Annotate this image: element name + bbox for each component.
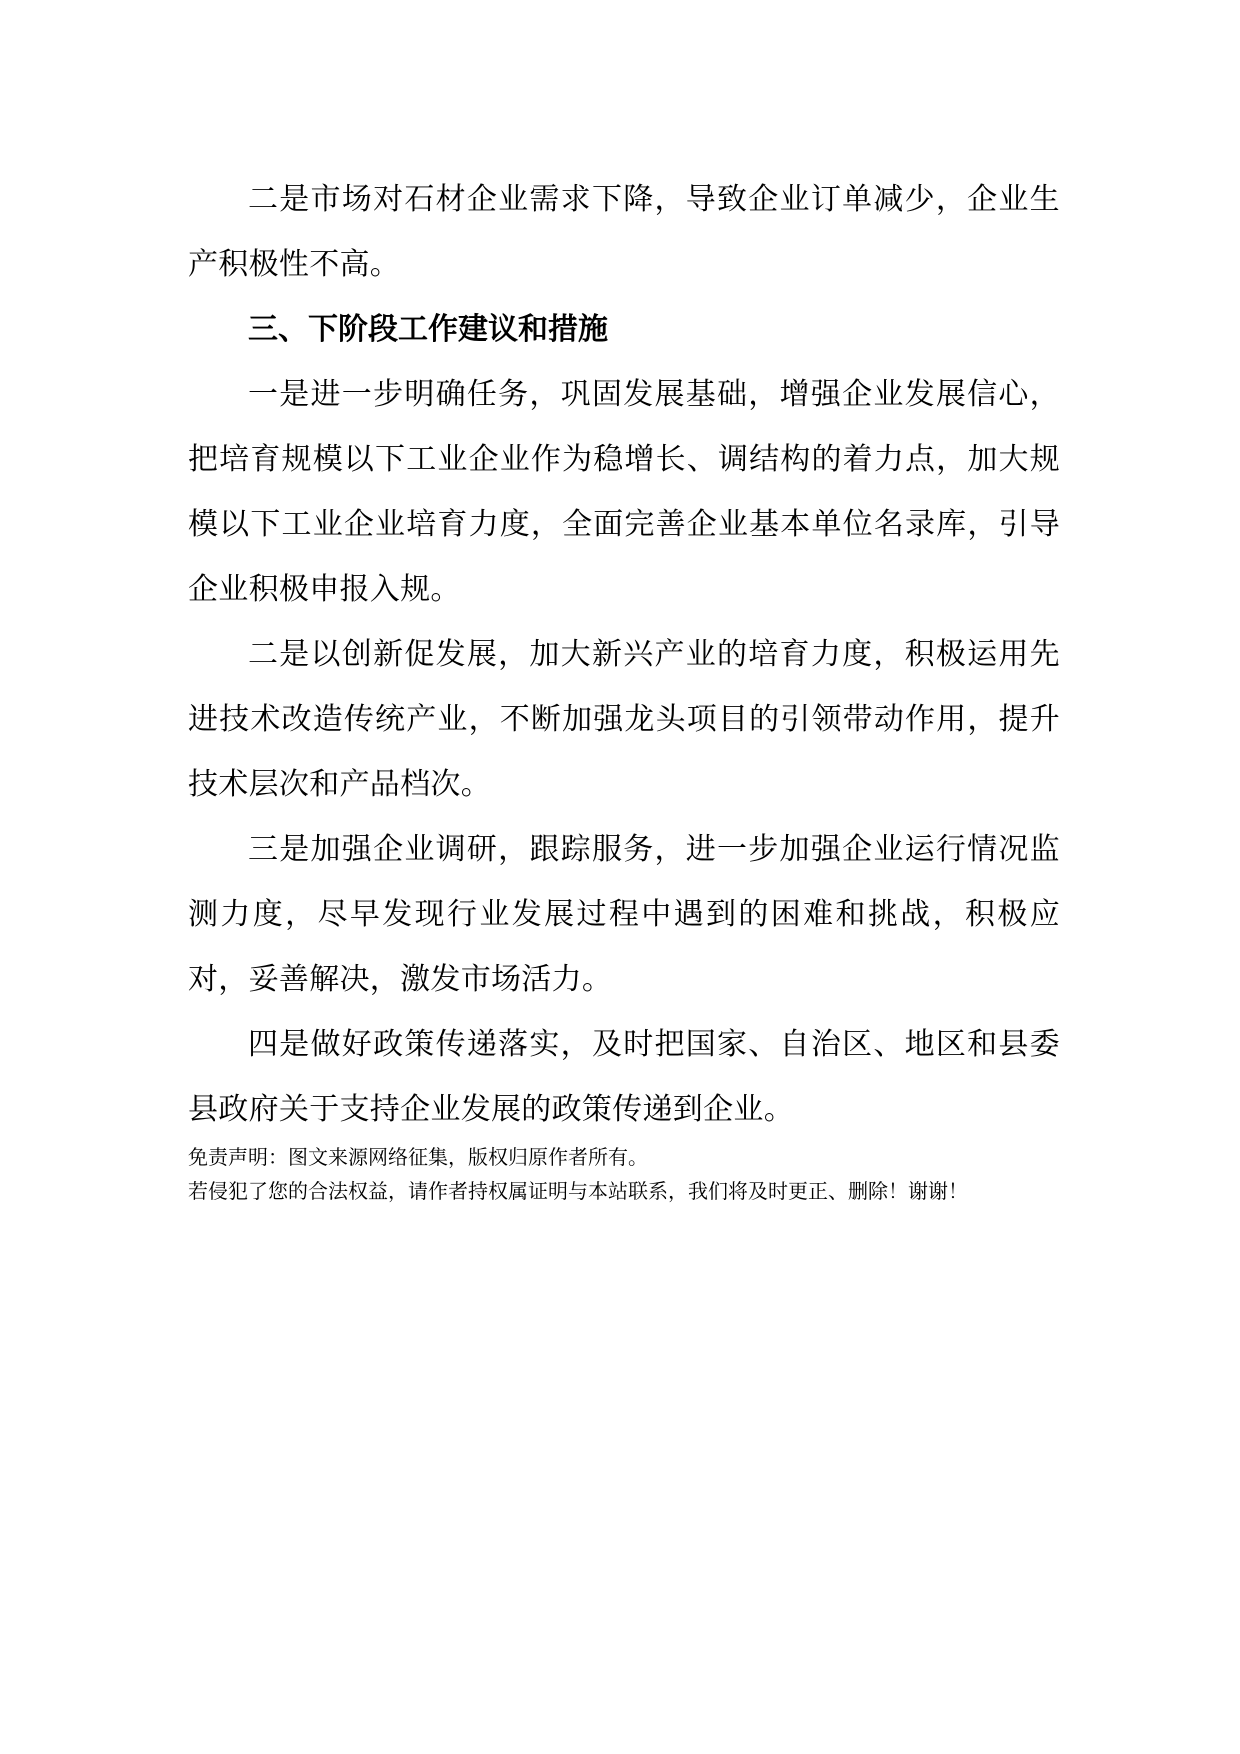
paragraph-innovation: 二是以创新促发展，加大新兴产业的培育力度，积极运用先进技术改造传统产业，不断加强龙头项目的引领带动作用，提升技术层次和产品档次。 [188, 637, 1060, 802]
document-body [188, 167, 1060, 1142]
paragraph-policy-delivery: 四是做好政策传递落实，及时把国家、自治区、地区和县委县政府关于支持企业发展的政策传递到企业。 [188, 1027, 1060, 1127]
paragraph-market-demand: 二是市场对石材企业需求下降，导致企业订单减少，企业生产积极性不高。 [188, 182, 1060, 282]
disclaimer [188, 1140, 1088, 1208]
section-heading-three: 三、下阶段工作建议和措施 [248, 312, 608, 347]
disclaimer-line-2: 若侵犯了您的合法权益，请作者持权属证明与本站联系，我们将及时更正、删除！谢谢！ [188, 1179, 968, 1203]
paragraph-clarify-tasks: 一是进一步明确任务，巩固发展基础，增强企业发展信心，把培育规模以下工业企业作为稳增长、调结构的着力点，加大规模以下工业企业培育力度，全面完善企业基本单位名录库，引导企业积极申报入规。 [188, 377, 1060, 607]
paragraph-research-service: 三是加强企业调研，跟踪服务，进一步加强企业运行情况监测力度，尽早发现行业发展过程中遇到的困难和挑战，积极应对，妥善解决，激发市场活力。 [188, 832, 1060, 997]
disclaimer-line-1: 免责声明：图文来源网络征集，版权归原作者所有。 [188, 1145, 648, 1169]
